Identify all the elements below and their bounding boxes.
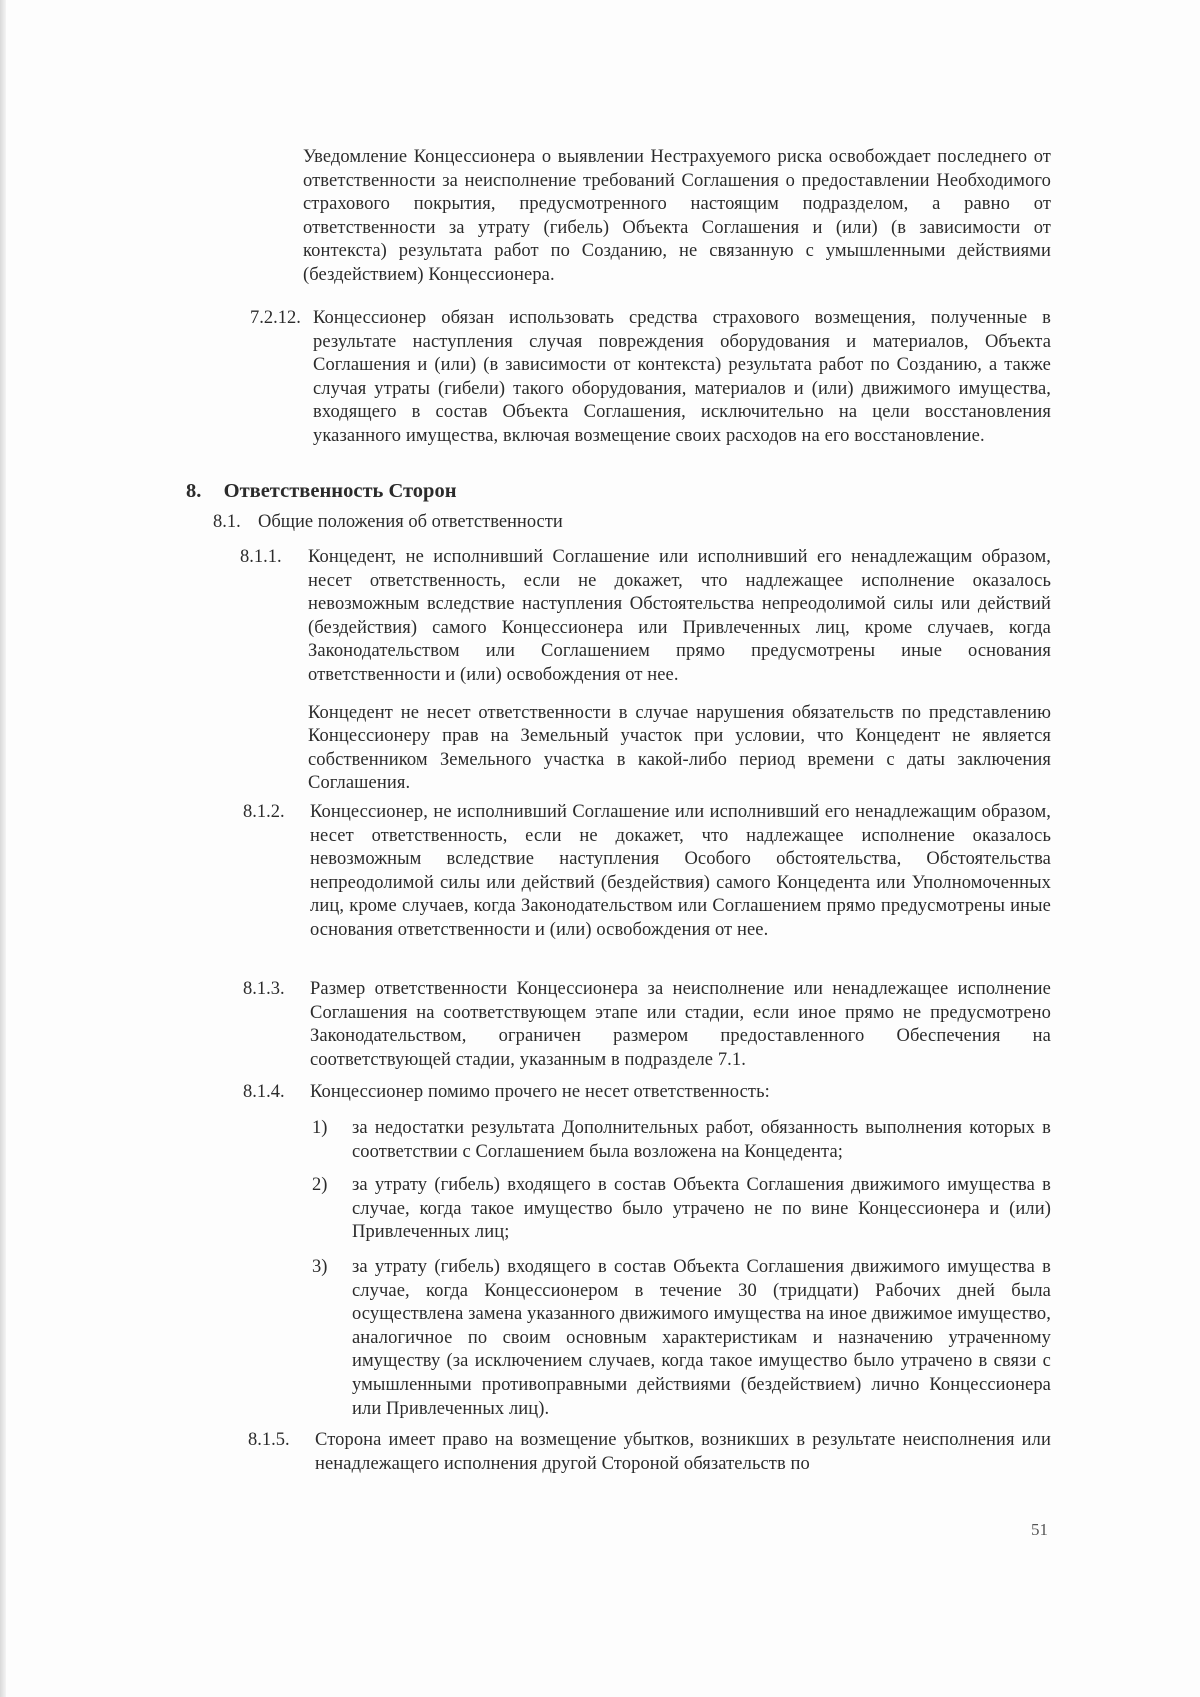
item-8-1-5 <box>315 1429 1051 1476</box>
item-number-8-1-5: 8.1.5. <box>248 1430 290 1450</box>
subitem-2 <box>352 1174 1051 1245</box>
subitem-text: за утрату (гибель) входящего в состав Объекта Соглашения движимого имущества в случае, когда Концессионером в течение 30 (тридцати) Рабочих дней была осуществлена замена указанного движимого имущества на иное движимое имущество, аналогичное по своим основным характеристикам и назначению утраченному имуществу (за исключением случаев, когда такое имущество было утрачено в связи с умышленными противоправными действиями (бездействием) лично Концессионера или Привлеченных лиц). <box>352 1257 1051 1419</box>
subitem-text: за недостатки результата Дополнительных работ, обязанность выполнения которых в соответствии с Соглашением была возложена на Концедента; <box>352 1118 1051 1162</box>
subitem-text: за утрату (гибель) входящего в состав Объекта Соглашения движимого имущества в случае, когда такое имущество было утрачено не по вине Концессионера и (или) Привлеченных лиц; <box>352 1175 1051 1243</box>
item-7-2-12 <box>313 307 1051 449</box>
item-number-8-1-2: 8.1.2. <box>243 802 285 822</box>
page-number: 51 <box>1031 1520 1048 1539</box>
subitem-1 <box>352 1117 1051 1164</box>
section-heading <box>186 478 457 504</box>
intro-paragraph-text: Уведомление Концессионера о выявлении Нестрахуемого риска освобождает последнего от ответственности за неисполнение требований Соглашения о предоставлении Необходимого страхового покрытия, предусмотренного настоящим подразделом, а равно от ответственности за утрату (гибель) Объекта Соглашения и (или) (в зависимости от контекста) результата работ по Созданию, не связанную с умышленными действиями (бездействием) Концессионера. <box>303 147 1051 285</box>
item-8-1-1-text2: Концедент не несет ответственности в случае нарушения обязательств по представлению Концессионеру прав на Земельный участок при условии, что Концедент не является собственником Земельного участка в какой-либо период времени с даты заключения Соглашения. <box>308 702 1051 794</box>
intro-paragraph <box>303 146 1051 288</box>
subitem-number: 2) <box>312 1175 328 1195</box>
item-7-2-12-text: Концессионер обязан использовать средства страхового возмещения, полученные в результате наступления случая повреждения оборудования и материалов, Объекта Соглашения и (или) (в зависимости от контекста) результата работ по Созданию, а также случая утраты (гибели) такого оборудования, материалов и (или) движимого имущества, входящего в состав Объекта Соглашения, исключительно на цели восстановления указанного имущества, включая возмещение своих расходов на его восстановление. <box>313 308 1051 446</box>
subsection-heading <box>213 511 563 535</box>
subsection-title: Общие положения об ответственности <box>258 512 563 532</box>
section-number: 8. <box>186 480 202 502</box>
item-8-1-2-text: Концессионер, не исполнивший Соглашение или исполнивший его ненадлежащим образом, несет ответственность, если не докажет, что надлежащее исполнение оказалось невозможным вследствие наступления Особого обстоятельства, Обстоятельства непреодолимой силы или действий (бездействия) самого Концедента или Уполномоченных лиц, кроме случаев, когда Законодательством или Соглашением прямо предусмотрены иные основания ответственности и (или) освобождения от нее. <box>310 802 1051 940</box>
section-title: Ответственность Сторон <box>223 480 457 502</box>
item-number-8-1-3: 8.1.3. <box>243 979 285 999</box>
item-number-8-1-4: 8.1.4. <box>243 1082 285 1102</box>
subsection-number: 8.1. <box>213 512 241 532</box>
item-8-1-2 <box>310 801 1051 943</box>
item-8-1-4-text: Концессионер помимо прочего не несет ответственность: <box>310 1082 770 1102</box>
item-8-1-1-text: Концедент, не исполнивший Соглашение или исполнивший его ненадлежащим образом, несет ответственность, если не докажет, что надлежащее исполнение оказалось невозможным вследствие наступления Обстоятельства непреодолимой силы или действий (бездействия) самого Концессионера или Привлеченных лиц, кроме случаев, когда Законодательством или Соглашением прямо предусмотрены иные основания ответственности и (или) освобождения от нее. <box>308 547 1051 685</box>
item-8-1-5-text: Сторона имеет право на возмещение убытков, возникших в результате неисполнения или ненадлежащего исполнения другой Стороной обязательств по <box>315 1430 1051 1474</box>
item-8-1-4 <box>310 1081 1051 1105</box>
subitem-3 <box>352 1256 1051 1421</box>
scan-edge <box>0 0 6 1697</box>
subitem-number: 1) <box>312 1118 328 1138</box>
item-number-7-2-12: 7.2.12. <box>250 308 301 328</box>
item-8-1-3 <box>310 978 1051 1072</box>
subitem-number: 3) <box>312 1257 328 1277</box>
item-8-1-1 <box>308 546 1051 796</box>
item-number-8-1-1: 8.1.1. <box>240 547 282 567</box>
item-8-1-3-text: Размер ответственности Концессионера за неисполнение или ненадлежащее исполнение Соглашения на соответствующем этапе или стадии, если иное прямо не предусмотрено Законодательством, ограничен размером предоставленного Обеспечения на соответствующей стадии, указанным в подразделе 7.1. <box>310 979 1051 1070</box>
